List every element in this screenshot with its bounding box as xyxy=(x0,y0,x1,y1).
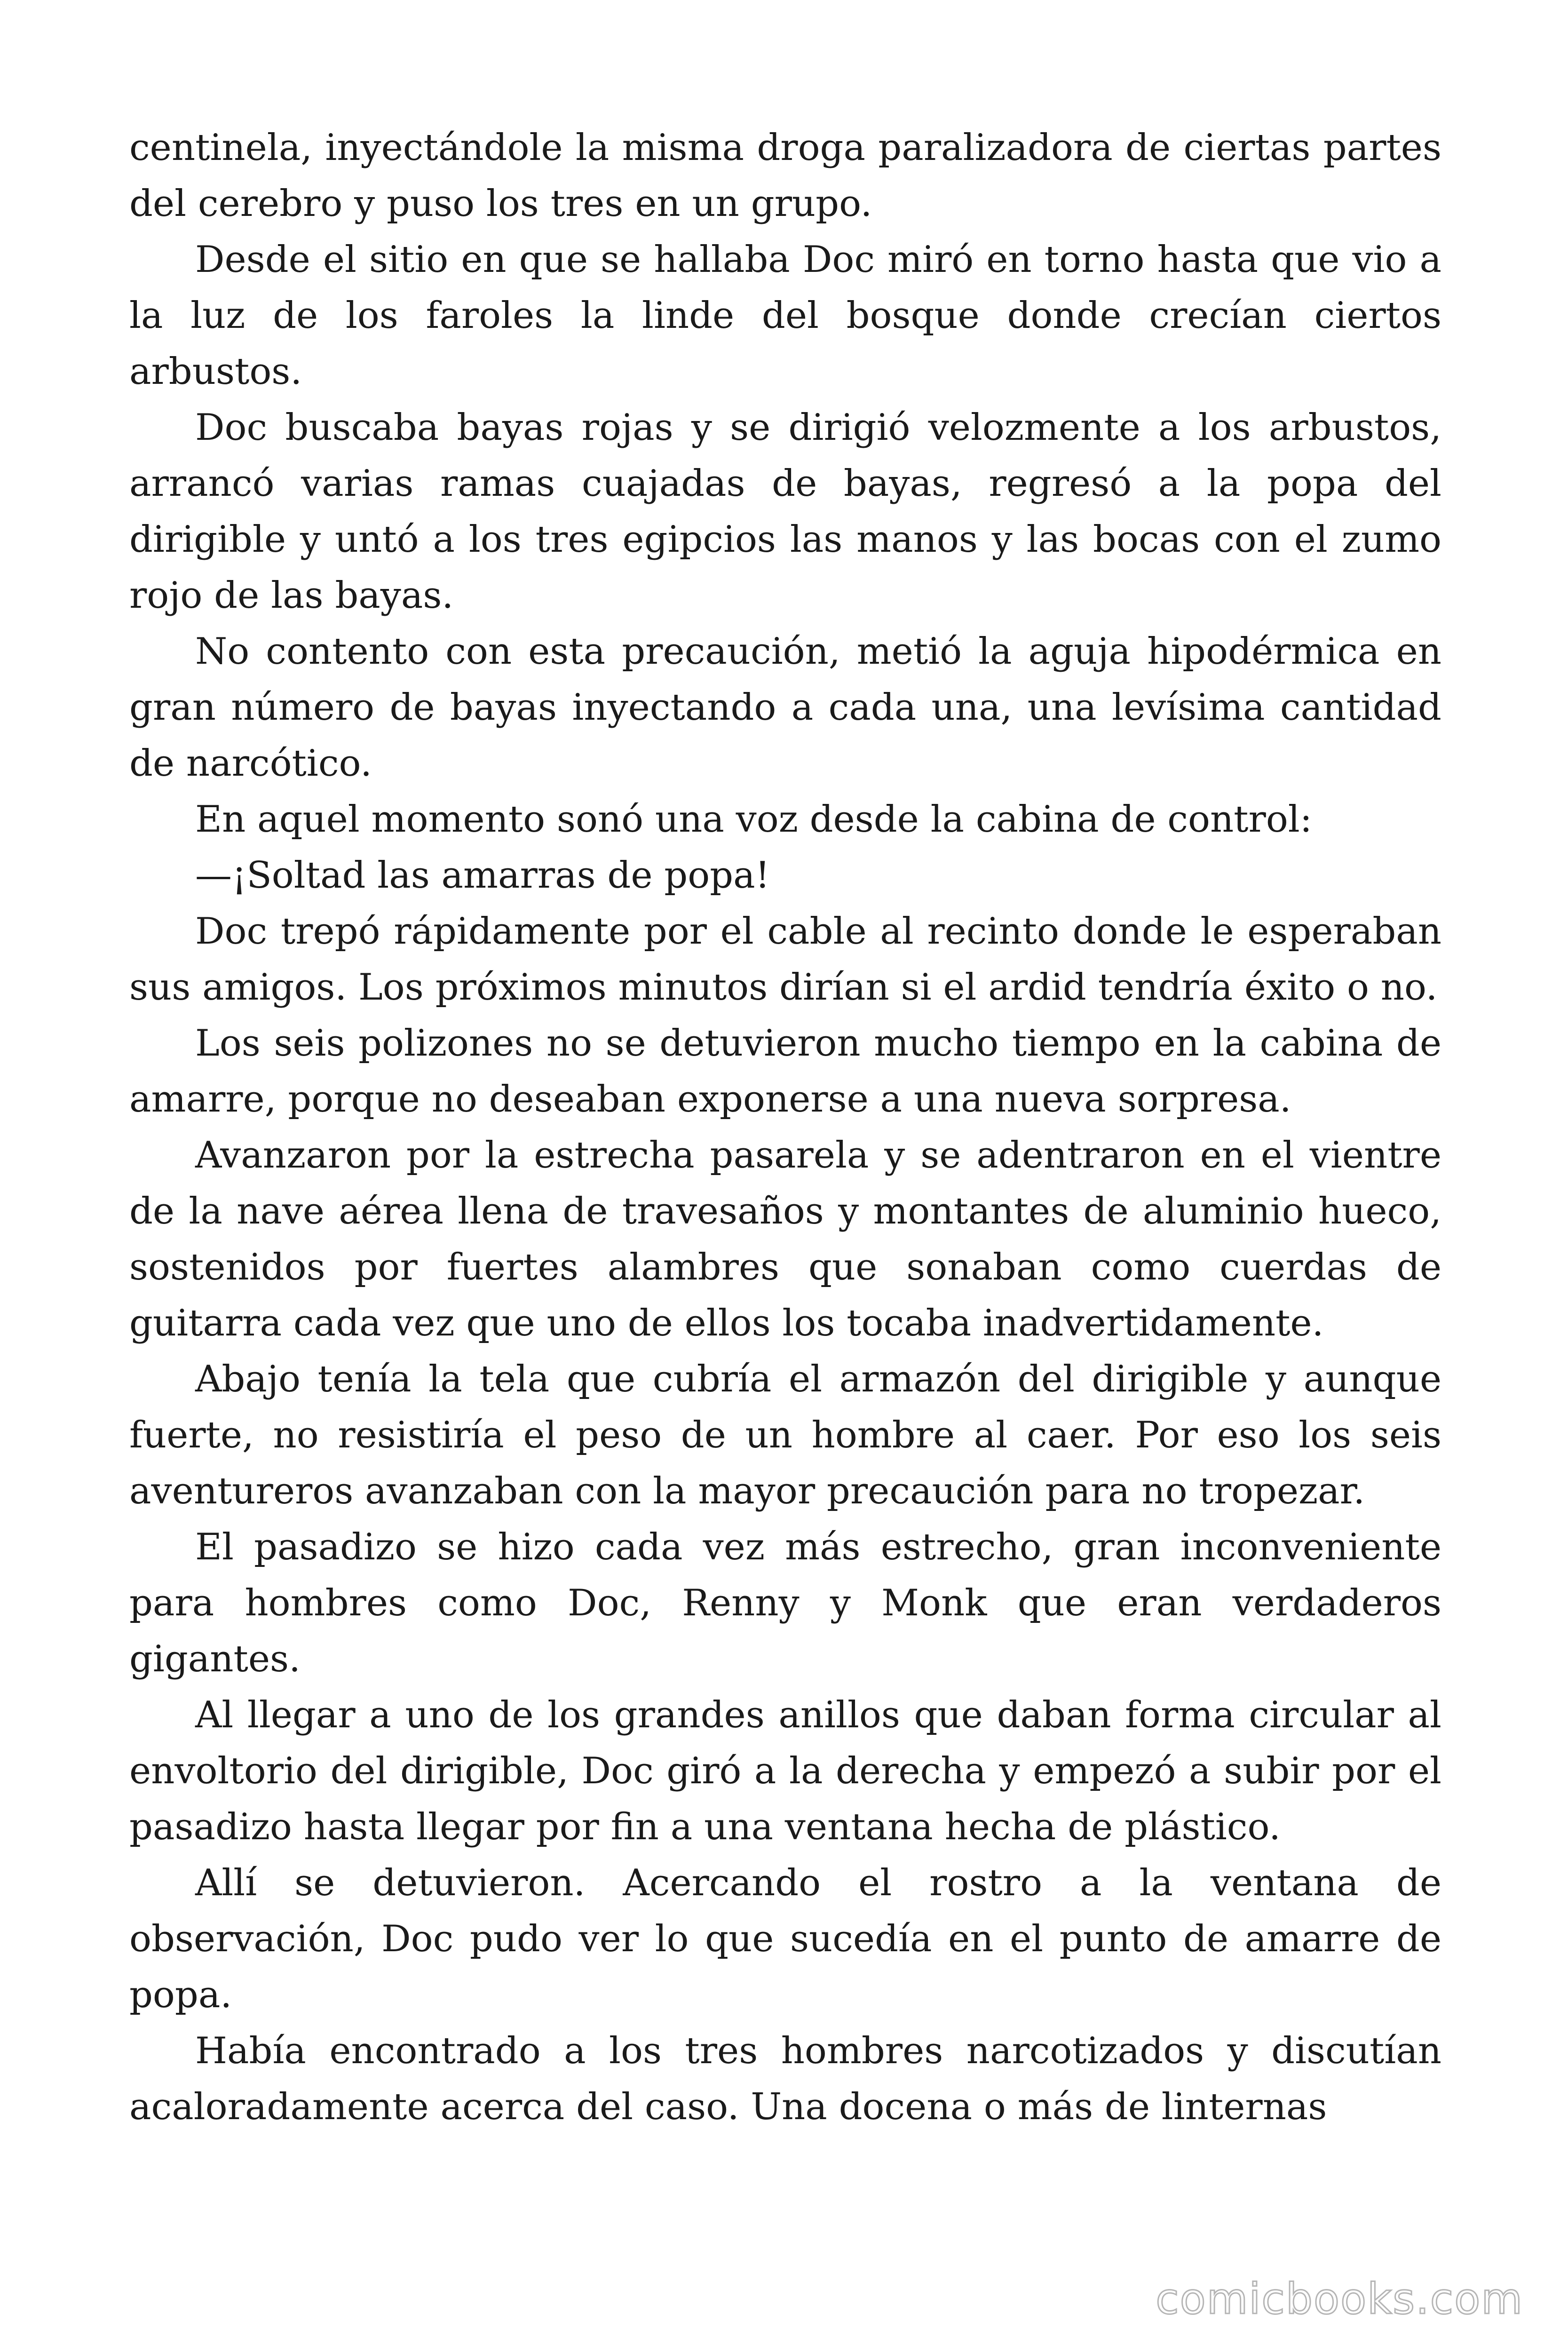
paragraph: Allí se detuvieron. Acercando el rostro a la ventana de observación, Doc pudo ver lo que sucedía en el punto de amarre de popa. xyxy=(129,1862,1441,2016)
paragraph: Los seis polizones no se detuvieron mucho tiempo en la cabina de amarre, porque no deseaban exponerse a una nueva sorpresa. xyxy=(129,1022,1441,1120)
dialogue-line: —¡Soltad las amarras de popa! xyxy=(195,854,770,897)
paragraph-continues: Había encontrado a los tres hombres narcotizados y discutían acaloradamente acerca del caso. Una docena o más de linternas xyxy=(129,2030,1441,2128)
paragraph-continued: centinela, inyectándole la misma droga paralizadora de ciertas partes del cerebro y puso los tres en un grupo. xyxy=(129,127,1441,225)
paragraph: El pasadizo se hizo cada vez más estrecho, gran inconveniente para hombres como Doc, Renny y Monk que eran verdaderos gigantes. xyxy=(129,1526,1441,1680)
paragraph: Desde el sitio en que se hallaba Doc miró en torno hasta que vio a la luz de los faroles la linde del bosque donde crecían ciertos arbustos. xyxy=(129,238,1441,393)
paragraph: En aquel momento sonó una voz desde la cabina de control: xyxy=(195,798,1313,841)
watermark: comicbooks.com xyxy=(1156,2274,1523,2324)
paragraph: Al llegar a uno de los grandes anillos que daban forma circular al envoltorio del dirigible, Doc giró a la derecha y empezó a subir por el pasadizo hasta llegar por fin a una ventana hecha de plástico. xyxy=(129,1694,1441,1848)
paragraph: Abajo tenía la tela que cubría el armazón del dirigible y aunque fuerte, no resistiría el peso de un hombre al caer. Por eso los seis aventureros avanzaban con la mayor precaución para no tropezar. xyxy=(129,1358,1441,1512)
paragraph: Doc trepó rápidamente por el cable al recinto donde le esperaban sus amigos. Los próximos minutos dirían si el ardid tendría éxito o no. xyxy=(129,910,1441,1009)
paragraph: Avanzaron por la estrecha pasarela y se adentraron en el vientre de la nave aérea llena de travesaños y montantes de aluminio hueco, sostenidos por fuertes alambres que sonaban como cuerdas de guitarra cada vez que uno de ellos los tocaba inadvertidamente. xyxy=(129,1134,1441,1344)
paragraph: No contento con esta precaución, metió la aguja hipodérmica en gran número de bayas inyectando a cada una, una levísima cantidad de narcótico. xyxy=(129,630,1441,785)
page-body-text xyxy=(129,120,1441,2135)
paragraph: Doc buscaba bayas rojas y se dirigió velozmente a los arbustos, arrancó varias ramas cuajadas de bayas, regresó a la popa del dirigible y untó a los tres egipcios las manos y las bocas con el zumo rojo de las bayas. xyxy=(129,406,1441,617)
